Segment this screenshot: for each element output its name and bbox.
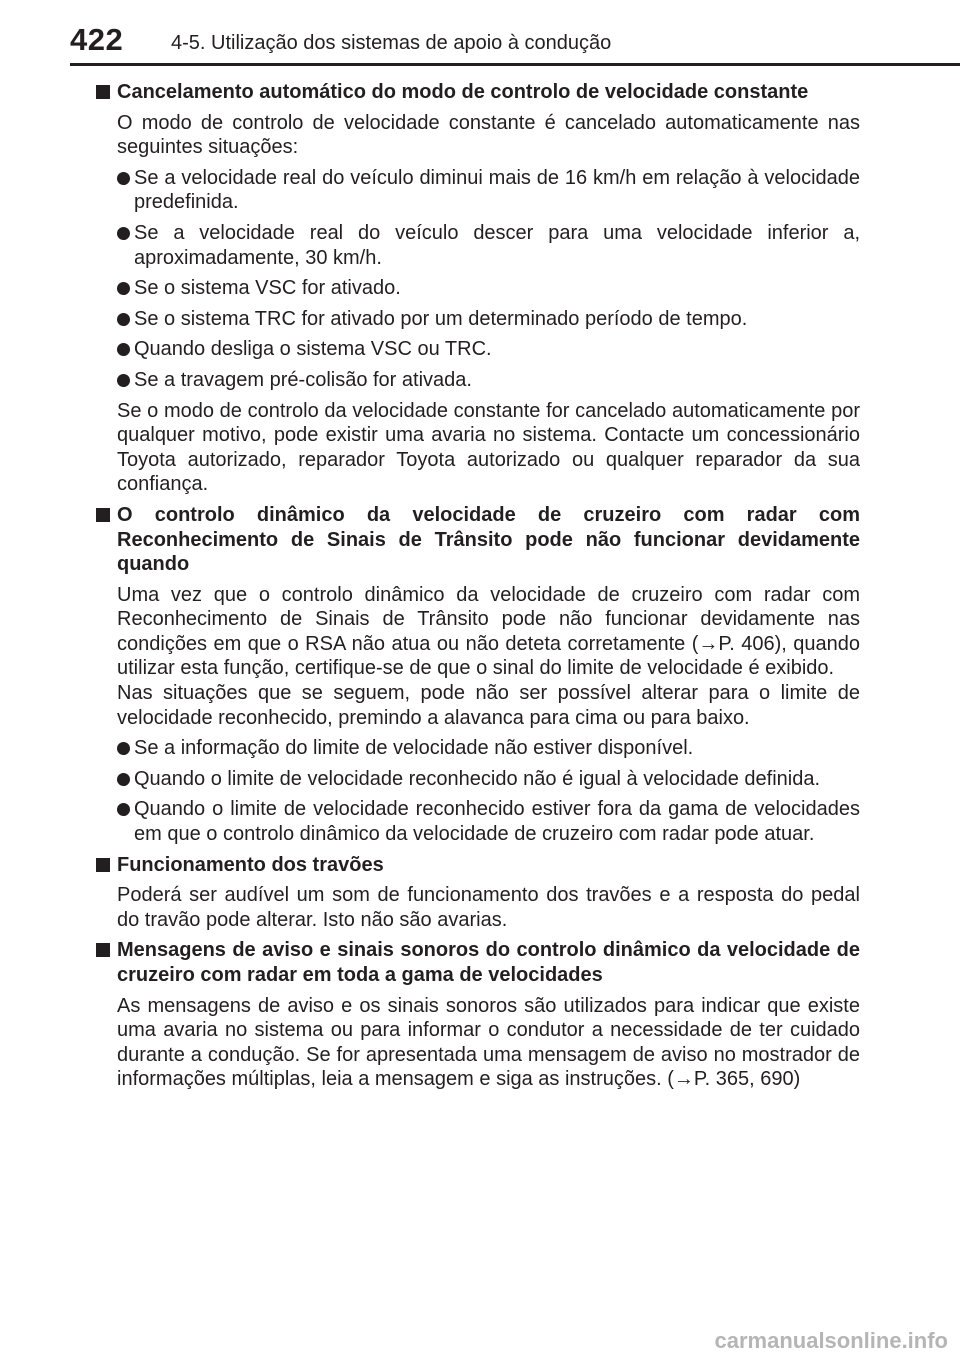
list-item [96, 166, 860, 215]
square-bullet-icon [96, 508, 110, 522]
section-heading [96, 938, 860, 987]
list-item-text: Se o sistema TRC for ativado por um determinado período de tempo. [134, 307, 748, 330]
section-intro: As mensagens de aviso e os sinais sonoros são utilizados para indicar que existe uma avaria no sistema ou para informar o condutor a necessidade de ter cuidado durante a condução. Se for apresentada uma mensagem de aviso no mostrador de informações múltiplas, leia a mensagem e siga as instruções. (→P. 365, 690) [117, 994, 860, 1091]
list-item-text: Se a velocidade real do veículo diminui mais de 16 km/h em relação à velocidade predefinida. [134, 166, 860, 214]
section-traffic-sign-recognition [96, 503, 860, 847]
bullet-list [96, 166, 860, 393]
round-bullet-icon [117, 313, 130, 326]
section-intro-continued: Nas situações que se seguem, pode não ser possível alterar para o limite de velocidade reconhecido, premindo a alavanca para cima ou para baixo. [117, 682, 860, 729]
section-intro: Uma vez que o controlo dinâmico da velocidade de cruzeiro com radar com Reconhecimento de Sinais de Trânsito pode não funcionar devidamente nas condições em que o RSA não atua ou não deteta corretamente (→P. 406), quando utilizar esta função, certifique-se de que o sinal do limite de velocidade é exibido. [117, 583, 860, 680]
list-item [96, 797, 860, 846]
round-bullet-icon [117, 803, 130, 816]
page-number: 422 [70, 22, 124, 57]
section-title: O controlo dinâmico da velocidade de cruzeiro com radar com Reconhecimento de Sinais de Trânsito pode não funcionar devidamente quando [117, 503, 860, 576]
section-intro: O modo de controlo de velocidade constante é cancelado automaticamente nas seguintes situações: [117, 111, 860, 159]
section-heading [96, 80, 860, 105]
section-intro: Poderá ser audível um som de funcionamento dos travões e a resposta do pedal do travão pode alterar. Isto não são avarias. [117, 884, 860, 931]
square-bullet-icon [96, 858, 110, 872]
section-heading [96, 503, 860, 577]
section-title: Mensagens de aviso e sinais sonoros do controlo dinâmico da velocidade de cruzeiro com radar em toda a gama de velocidades [117, 939, 860, 986]
round-bullet-icon [117, 773, 130, 786]
chapter-title: 4-5. Utilização dos sistemas de apoio à condução [171, 32, 612, 54]
section-warning-messages [96, 938, 860, 1092]
section-brake-operation [96, 853, 860, 933]
section-title: Cancelamento automático do modo de controlo de velocidade constante [117, 81, 809, 103]
list-item-text: Se a velocidade real do veículo descer para uma velocidade inferior a, aproximadamente, 30 km/h. [134, 221, 860, 269]
round-bullet-icon [117, 227, 130, 240]
square-bullet-icon [96, 85, 110, 99]
header-rule [70, 63, 960, 66]
watermark: carmanualsonline.info [714, 1328, 948, 1353]
round-bullet-icon [117, 343, 130, 356]
round-bullet-icon [117, 172, 130, 185]
list-item [96, 221, 860, 270]
square-bullet-icon [96, 943, 110, 957]
list-item-text: Se o sistema VSC for ativado. [134, 277, 401, 300]
page-content [96, 80, 860, 1098]
round-bullet-icon [117, 742, 130, 755]
page-header [0, 0, 960, 66]
list-item [96, 368, 860, 393]
section-heading [96, 853, 860, 878]
section-outro: Se o modo de controlo da velocidade constante for cancelado automaticamente por qualquer motivo, pode existir uma avaria no sistema. Contacte um concessionário Toyota autorizado, reparador Toyota autorizado ou qualquer reparador da sua confiança. [117, 399, 860, 496]
list-item [96, 736, 860, 761]
round-bullet-icon [117, 374, 130, 387]
section-auto-cancel [96, 80, 860, 497]
list-item-text: Quando o limite de velocidade reconhecido estiver fora da gama de velocidades em que o controlo dinâmico da velocidade de cruzeiro com radar pode atuar. [134, 798, 860, 846]
list-item-text: Quando o limite de velocidade reconhecido não é igual à velocidade definida. [134, 767, 821, 790]
list-item [96, 276, 860, 301]
list-item-text: Se a informação do limite de velocidade não estiver disponível. [134, 737, 694, 760]
list-item [96, 307, 860, 332]
section-title: Funcionamento dos travões [117, 853, 384, 876]
list-item [96, 337, 860, 362]
list-item [96, 767, 860, 792]
round-bullet-icon [117, 282, 130, 295]
list-item-text: Se a travagem pré-colisão for ativada. [134, 368, 472, 391]
list-item-text: Quando desliga o sistema VSC ou TRC. [134, 338, 492, 361]
bullet-list [96, 736, 860, 846]
